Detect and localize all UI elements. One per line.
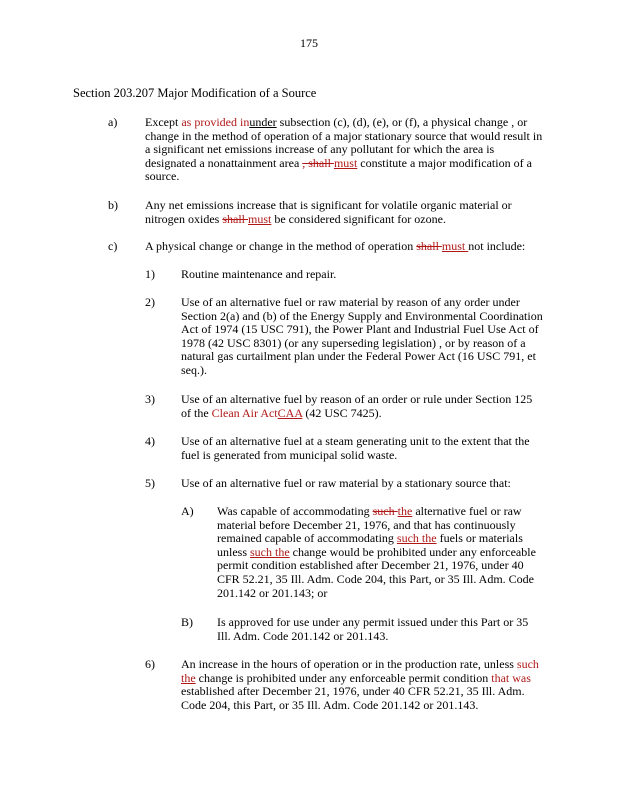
item-1-text: Routine maintenance and repair. (181, 267, 337, 281)
inserted-text: must (441, 239, 469, 253)
inserted-text: as provided in (181, 115, 250, 129)
item-3-text: Use of an alternative fuel by reason of an order or rule under Section 125 of the Clean Air ActCAA (42 USC 7425). (181, 392, 533, 420)
item-5-label: 5) (145, 476, 155, 490)
inserted-text: that was (491, 670, 531, 685)
inserted-text: the (181, 670, 196, 685)
inserted-text: such the (396, 531, 437, 546)
subsection-c-label: c) (108, 239, 118, 253)
item-5b-text: Is approved for use under any permit issued under this Part or 35 Ill. Adm. Code 201.142 or 201.143. (217, 615, 529, 643)
item-3-label: 3) (145, 392, 155, 406)
section-title: Section 203.207 Major Modification of a Source (73, 86, 317, 100)
item-2-text: Use of an alternative fuel or raw material by reason of any order under Section 2(a) and (b) of the Energy Supply and Environmental Coordination Act of 1974 (15 USC 791), the Power Plant and Industrial Fuel Use Act of 1978 (42 USC 8301) (or any superseding legislation) , or by reason of a natural gas curtailment plan under the Federal Power Act (16 USC 791, et seq.). (181, 295, 543, 377)
subsection-a-text: Except as provided inunder subsection (c), (d), (e), or (f), a physical change , or change in the method of operation of a major stationary source that would result in a significant net emissions increase of any pollutant for which the area is designated a nonattainment area , shall must constitute a major modification of a source. (145, 115, 543, 184)
item-4-text: Use of an alternative fuel at a steam generating unit to the extent that the fuel is generated from municipal solid waste. (181, 434, 530, 462)
item-5b-label: B) (181, 615, 193, 629)
item-5-text: Use of an alternative fuel or raw material by a stationary source that: (181, 476, 511, 490)
inserted-text: such (516, 657, 539, 671)
subsection-a-label: a) (108, 115, 118, 129)
deleted-text: , shall (302, 155, 334, 170)
inserted-text: such the (250, 544, 290, 559)
page-number: 175 (300, 36, 318, 50)
deleted-text: such (372, 504, 398, 518)
inserted-text: must (333, 155, 358, 170)
item-5a-text: Was capable of accommodating such the alternative fuel or raw material before December 21, 1976, and that has continuously remained capable of accommodating such the fuels or materials unless such the change would be prohibited under any enforceable permit condition established after December 21, 1976, under 40 CFR 52.21, 35 Ill. Adm. Code 204, this Part, or 35 Ill. Adm. Code 201.142 or 201.143; or (217, 504, 536, 600)
deleted-text: shall (222, 211, 248, 226)
inserted-text: must (248, 211, 272, 226)
item-5a-label: A) (181, 504, 194, 518)
subsection-b-label: b) (108, 198, 118, 212)
inserted-text: Clean Air Act (211, 405, 278, 420)
subsection-b-text: Any net emissions increase that is significant for volatile organic material or nitrogen oxides shall must be considered significant for ozone. (145, 198, 512, 226)
item-4-label: 4) (145, 434, 155, 448)
item-2-label: 2) (145, 295, 155, 309)
inserted-text: the (397, 504, 413, 518)
deleted-text: shall (416, 239, 442, 253)
subsection-c-text: A physical change or change in the method of operation shall must not include: (145, 239, 526, 253)
item-6-text: An increase in the hours of operation or in the production rate, unless such the change is prohibited under any enforceable permit condition that was established after December 21, 1976, under 40 CFR 52.21, 35 Ill. Adm. Code 204, this Part, or 35 Ill. Adm. Code 201.142 or 201.143. (181, 657, 539, 712)
item-6-label: 6) (145, 657, 155, 671)
item-1-label: 1) (145, 267, 155, 281)
